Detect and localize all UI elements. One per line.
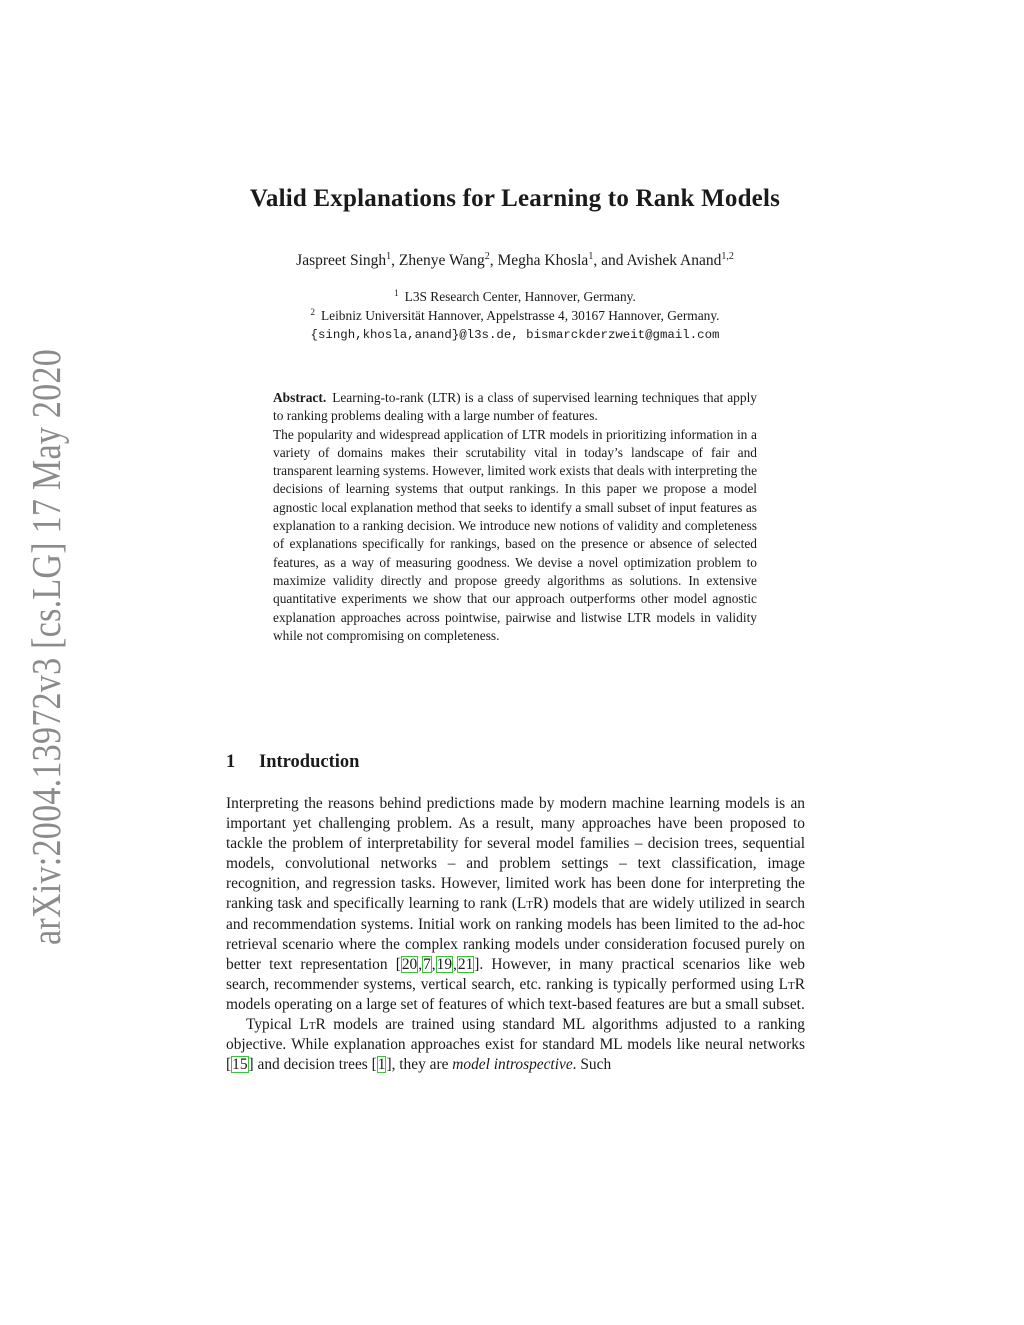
body-paragraph: Interpreting the reasons behind predictions made by modern machine learning models is an important yet challenging problem. As a result, many approaches have been proposed to tackle the problem of interpretability for several model families – decision trees, sequential models, convolutional networks – and problem settings – text classification, image recognition, and regression tasks. However, limited work has been done for interpreting the ranking task and specifically learning to rank (LtR) models that are widely utilized in search and recommendation systems. Initial work on ranking models has been limited to the ad-hoc retrieval scenario where the complex ranking models under consideration focused purely on better text representation [20,7,19,21]. However, in many practical scenarios like web search, recommender systems, vertical search, etc. ranking is typically performed using LtR models operating on a large set of features of which text-based features are but a small subset.: [226, 795, 806, 1013]
citation-link[interactable]: 20: [401, 955, 418, 973]
citation-link[interactable]: 19: [436, 955, 453, 973]
abstract-paragraph: The popularity and widespread application of LTR models in prioritizing information in a variety of domains makes their scrutability vital in today’s landscape of fair and transparent learning systems. However, limited work exists that deals with interpreting the decisions of learning systems that output rankings. In this paper we propose a model agnostic local explanation method that seeks to identify a small subset of input features as explanation to a ranking decision. We introduce new notions of validity and completeness of explanations specifically for rankings, based on the presence or absence of selected features, as a way of measuring goodness. We devise a novel optimization problem to maximize validity directly and propose greedy algorithms as solutions. In extensive quantitative experiments we show that our approach outperforms other model agnostic explanation approaches across pointwise, pairwise and listwise LTR models in validity while not compromising on completeness.: [273, 426, 758, 643]
ltr-acronym: LtR: [778, 975, 805, 993]
affiliation-mark: 1: [394, 287, 399, 298]
abstract: [273, 389, 757, 645]
author-conjunction: and: [601, 252, 624, 269]
author-name: Avishek Anand: [626, 252, 722, 269]
affiliation: [200, 289, 830, 305]
section-title: Introduction: [259, 752, 360, 772]
author-affiliation-mark: 1: [386, 250, 392, 262]
author-list: Jaspreet Singh$^1$, Zhenye Wang$^2$, Megha Khosla$^1$, and Avishek Anand$^{1,2}$: [296, 250, 734, 269]
body-paragraph: Typical LtR models are trained using standard ML algorithms adjusted to a ranking objective. While explanation approaches exist for standard ML models like neural networks [15] and decision trees [1], they are model introspective. Such: [226, 1016, 806, 1074]
author-name: Jaspreet Singh: [296, 252, 387, 269]
section-number: 1: [226, 752, 236, 772]
affiliation-text: L3S Research Center, Hannover, Germany.: [404, 289, 636, 304]
author-affiliation-mark: 2: [484, 250, 490, 262]
abstract-paragraph: [273, 389, 757, 426]
emphasis-text: model introspective: [452, 1056, 573, 1074]
arxiv-identifier-stamp: [8, 345, 78, 945]
author-emails: {singh,khosla,anand}@l3s.de, bismarckderzweit@gmail.com: [310, 328, 720, 342]
author-affiliation-mark: 1: [588, 250, 594, 262]
body-text: [226, 794, 805, 1075]
paper-title: Valid Explanations for Learning to Rank Models: [249, 185, 781, 212]
author-name: Megha Khosla: [497, 252, 589, 269]
affiliation-mark: 2: [310, 306, 315, 317]
ltr-acronym: LtR: [299, 1016, 326, 1034]
affiliation-text: Leibniz Universität Hannover, Appelstrasse 4, 30167 Hannover, Germany.: [320, 308, 720, 323]
abstract-label: Abstract.: [273, 390, 327, 405]
author-affiliation-mark: 1,2: [721, 250, 734, 262]
arxiv-identifier-text: arXiv:2004.13972v3 [cs.LG] 17 May 2020: [23, 345, 69, 945]
citation-link[interactable]: 21: [457, 955, 474, 973]
citation-link[interactable]: 7: [423, 955, 431, 973]
affiliation: [200, 308, 830, 324]
section-heading: [226, 752, 359, 773]
citation-link[interactable]: 1: [377, 1056, 386, 1074]
author-name: Zhenye Wang: [398, 252, 485, 269]
abstract-text: Learning-to-rank (LTR) is a class of supervised learning techniques that apply to ranking problems dealing with a large number of features.: [273, 390, 757, 424]
ltr-acronym: LtR: [516, 895, 544, 913]
citation-link[interactable]: 15: [232, 1056, 248, 1074]
